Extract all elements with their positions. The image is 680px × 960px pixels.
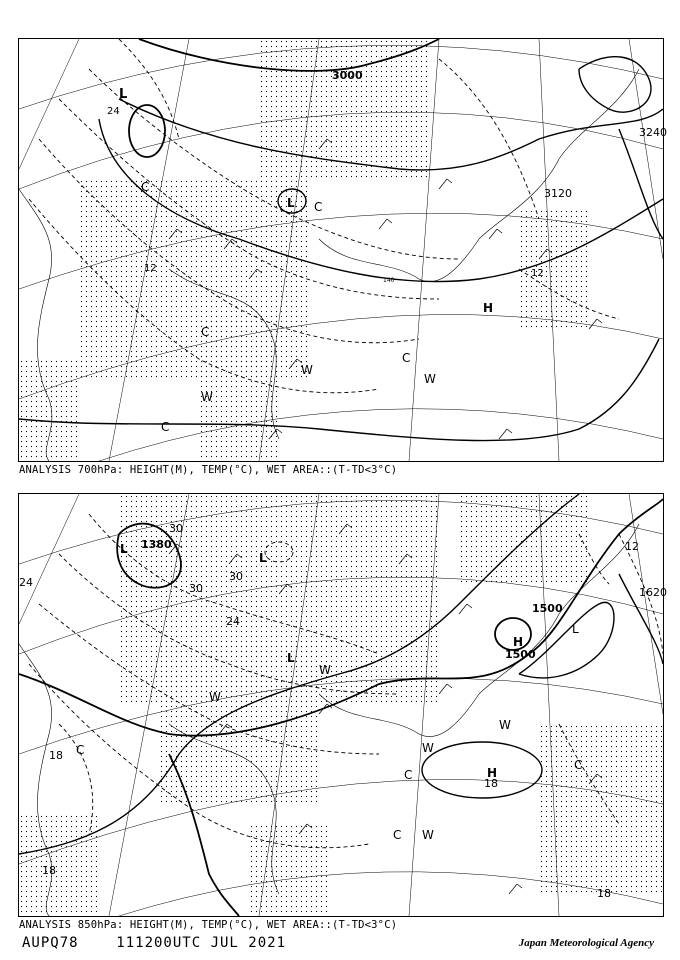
height-label: 1500 — [532, 602, 563, 615]
warm-marker: W — [301, 363, 313, 377]
temp-label: 30 — [169, 522, 183, 535]
low-marker: L — [119, 87, 128, 102]
temp-label: 24 — [226, 615, 240, 628]
cold-marker: C — [314, 200, 323, 214]
low-marker: L — [287, 651, 295, 665]
height-label: 3120 — [544, 187, 572, 200]
temp-label: 12 — [625, 540, 639, 553]
warm-marker: W — [422, 828, 434, 842]
cold-marker: C — [404, 768, 413, 782]
wet-area-stipple — [19, 494, 663, 914]
temp-label: 30 — [189, 582, 203, 595]
low-marker: L — [120, 542, 128, 556]
temp-label: 18 — [42, 864, 56, 877]
temp-label: 18 — [49, 749, 63, 762]
map-panel-850hpa — [18, 493, 667, 917]
chart-id-and-time: AUPQ78 111200UTC JUL 2021 — [22, 935, 287, 951]
cold-marker: C — [402, 351, 411, 365]
height-label: 3000 — [332, 69, 363, 82]
height-label: 3240 — [639, 126, 667, 139]
cold-marker: C — [574, 758, 583, 772]
temp-label: 18 — [484, 777, 498, 790]
map-panel-700hpa — [18, 38, 667, 462]
temp-label: 30 — [229, 570, 243, 583]
warm-marker: W — [201, 390, 213, 404]
weather-map-700hpa — [19, 39, 667, 461]
cold-marker: C — [161, 420, 170, 434]
low-marker: L — [259, 551, 267, 565]
cold-marker: C — [141, 180, 150, 194]
temp-label: 24 — [107, 106, 120, 117]
panel-caption-700hpa: ANALYSIS 700hPa: HEIGHT(M), TEMP(°C), WET AREA::(T-TD<3°C) — [19, 464, 398, 476]
lon-tick-label: 140 — [383, 277, 395, 284]
height-label: 1500 — [505, 648, 536, 661]
low-marker: L — [287, 196, 295, 210]
panel-caption-850hpa: ANALYSIS 850hPa: HEIGHT(M), TEMP(°C), WET AREA::(T-TD<3°C) — [19, 919, 398, 931]
temp-label: 24 — [19, 576, 33, 589]
warm-marker: W — [319, 663, 331, 677]
cold-marker: C — [201, 325, 210, 339]
cold-marker: C — [76, 743, 85, 757]
warm-marker: W — [499, 718, 511, 732]
high-marker: H — [483, 301, 494, 315]
warm-marker: W — [422, 741, 434, 755]
low-marker: L — [572, 622, 579, 636]
high-marker: H — [487, 766, 498, 780]
weather-map-850hpa — [19, 494, 667, 916]
temp-label: 12 — [531, 268, 544, 279]
height-label: 1620 — [639, 586, 667, 599]
temp-label: 18 — [597, 887, 611, 900]
agency-name: Japan Meteorological Agency — [518, 937, 654, 949]
wet-area-stipple — [19, 39, 589, 459]
cold-marker: C — [393, 828, 402, 842]
temp-label: 12 — [144, 263, 157, 274]
warm-marker: W — [424, 372, 436, 386]
warm-marker: W — [209, 690, 221, 704]
height-label: 1380 — [141, 538, 172, 551]
high-marker: H — [513, 635, 524, 649]
